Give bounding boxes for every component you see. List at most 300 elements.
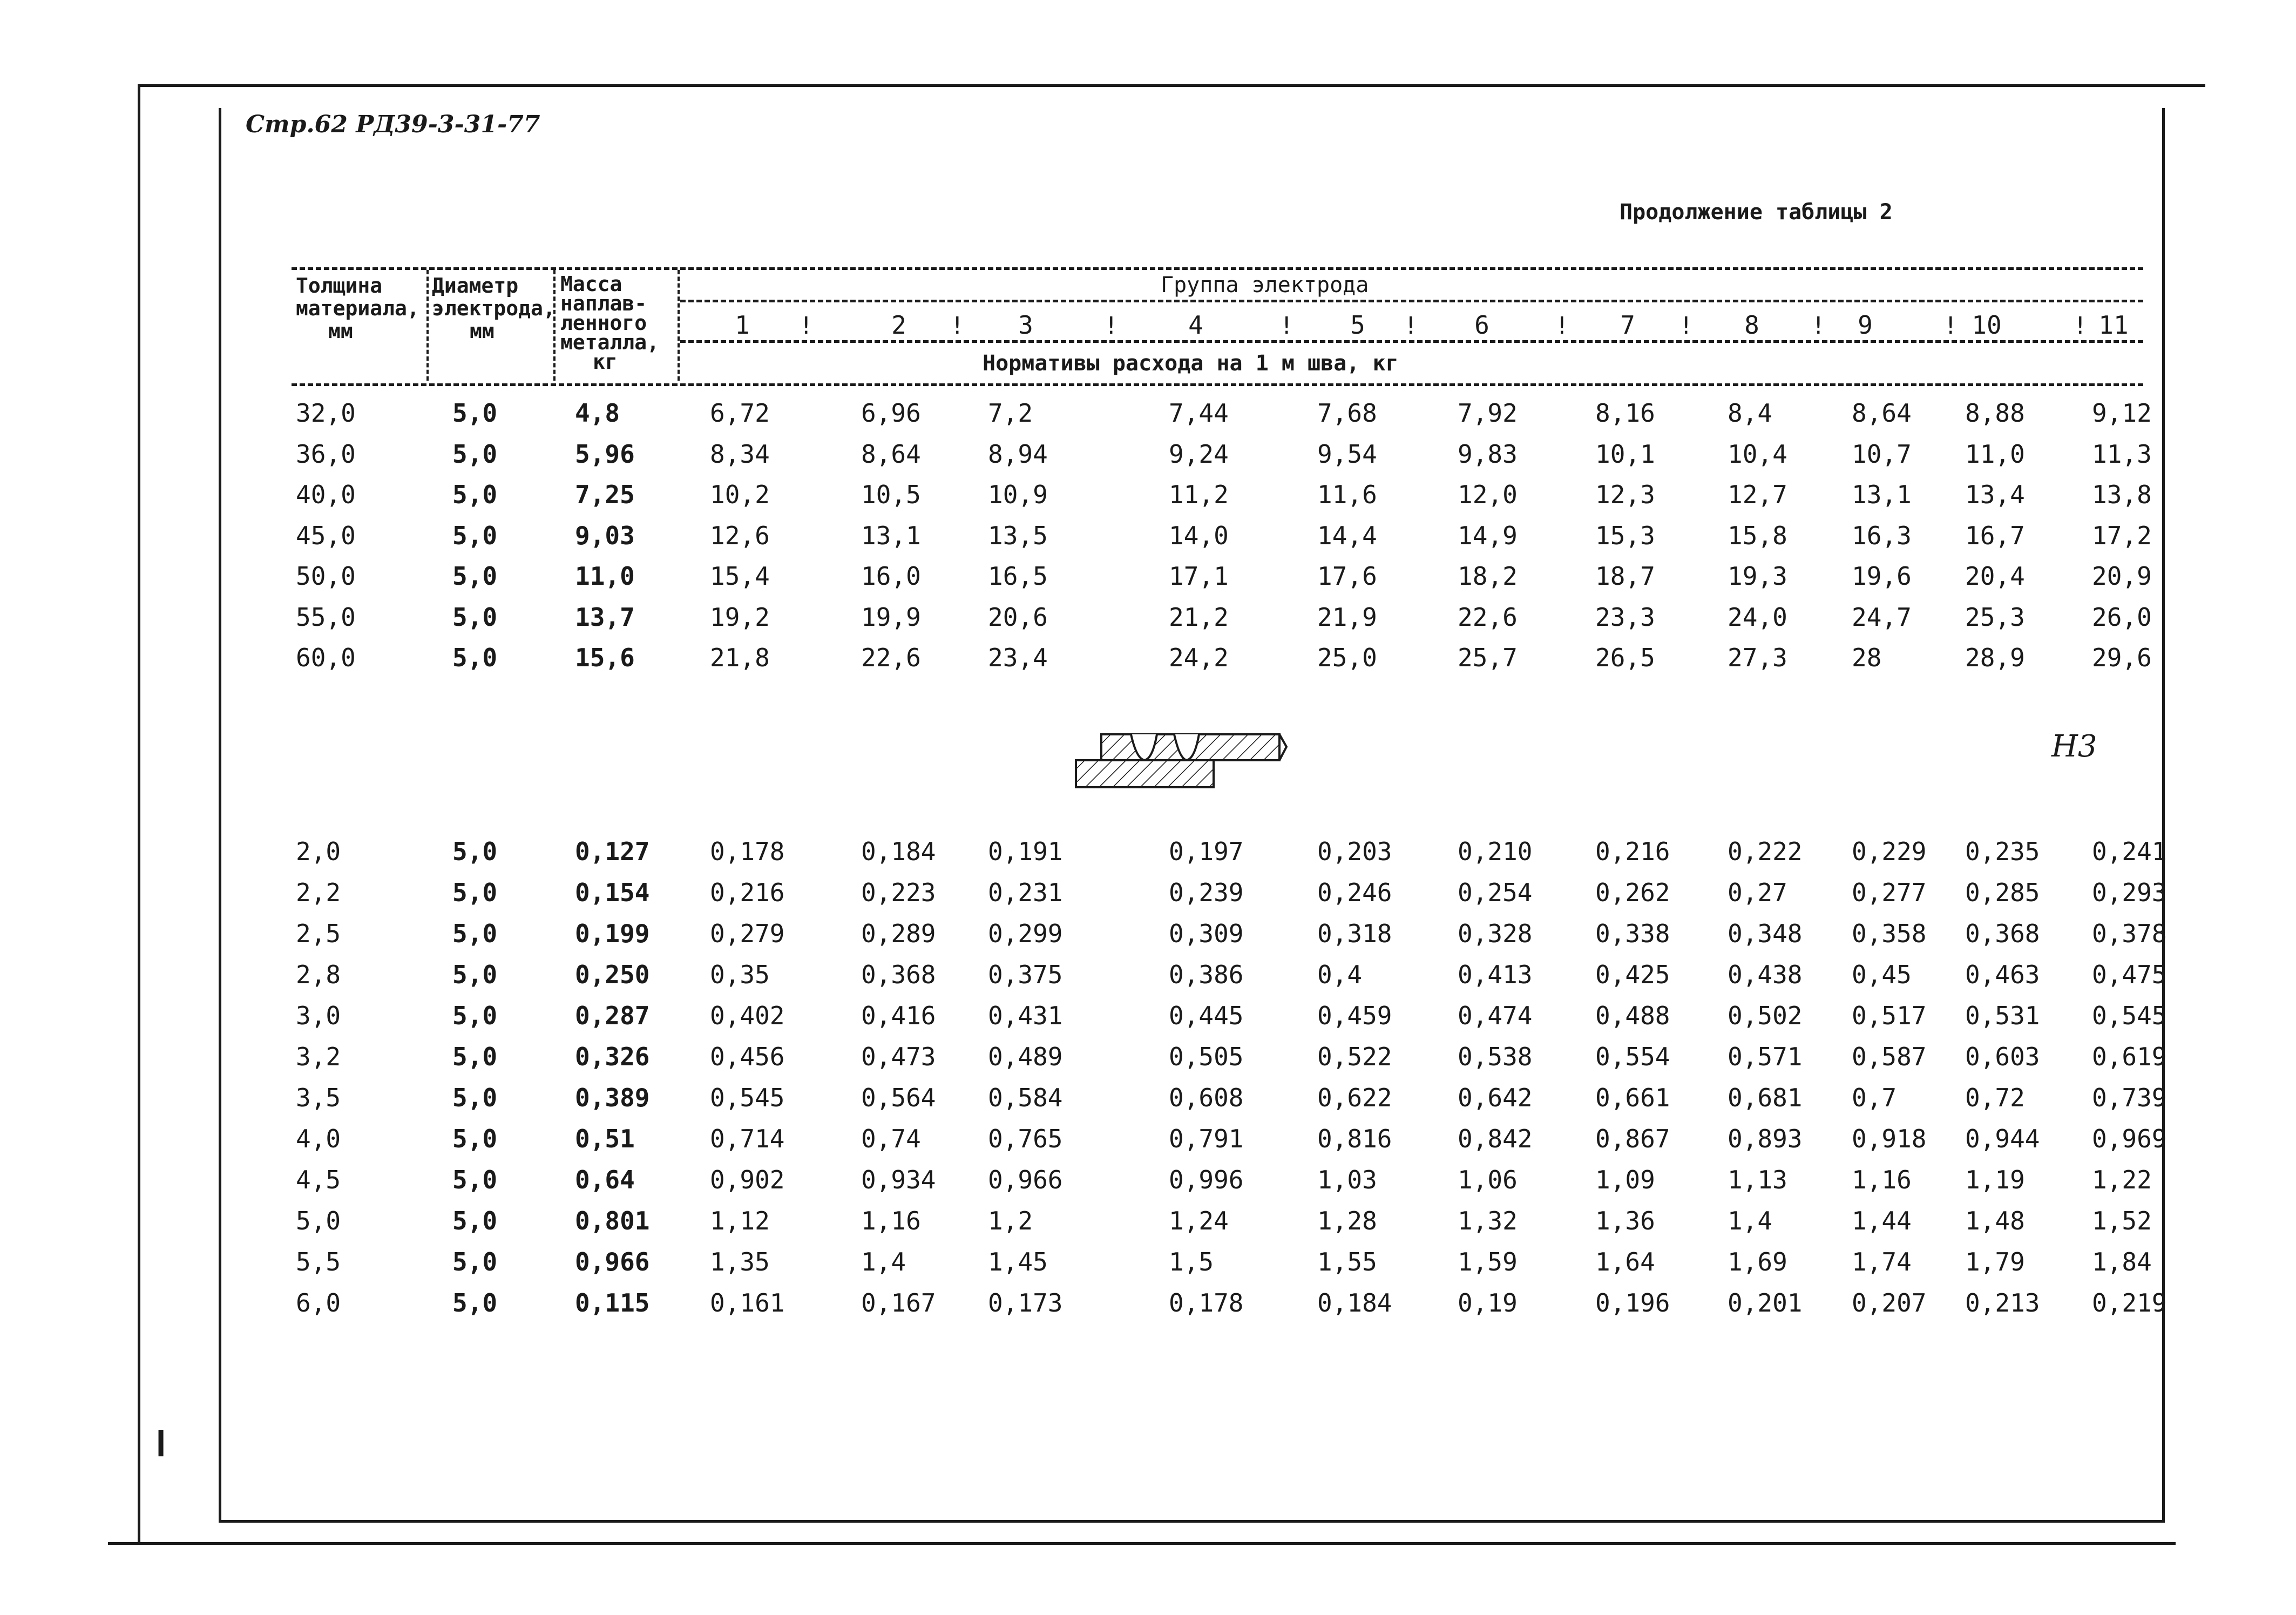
table-cell: 20,4 [1965, 562, 2025, 591]
table-row [0, 1206, 2296, 1247]
table-cell: 0,222 [1728, 837, 1803, 866]
table-cell: 3,2 [296, 1042, 341, 1071]
table-cell: 15,4 [710, 562, 770, 591]
table-cell: 0,235 [1965, 837, 2040, 866]
inner-bottom-rule [219, 1520, 2162, 1523]
table-cell: 0,378 [2092, 919, 2167, 948]
table-cell: 5,0 [452, 960, 498, 989]
head-diameter: Диаметр электрода, мм [432, 274, 556, 343]
table-cell: 10,4 [1728, 439, 1787, 469]
table-cell: 16,3 [1852, 521, 1912, 550]
table-cell: 1,24 [1169, 1206, 1229, 1235]
table-cell: 55,0 [296, 602, 356, 632]
table-cell: 5,0 [452, 837, 498, 866]
group-number-4: 4 [1188, 310, 1203, 340]
table-cell: 0,127 [575, 837, 650, 866]
table-cell: 13,5 [988, 521, 1048, 550]
table-cell: 0,203 [1317, 837, 1392, 866]
table-cell: 1,13 [1728, 1165, 1787, 1194]
table-cell: 0,368 [1965, 919, 2040, 948]
table-cell: 19,2 [710, 602, 770, 632]
table-cell: 24,0 [1728, 602, 1787, 632]
table-row [0, 1083, 2296, 1124]
table-cell: 15,3 [1595, 521, 1655, 550]
table-cell: 0,241 [2092, 837, 2167, 866]
table-cell: 8,88 [1965, 398, 2025, 428]
table-cell: 8,64 [1852, 398, 1912, 428]
frame-top-rule [138, 84, 2205, 87]
table-cell: 0,413 [1458, 960, 1533, 989]
table-cell: 18,2 [1458, 562, 1518, 591]
table-cell: 1,4 [1728, 1206, 1773, 1235]
table-cell: 5,0 [452, 398, 498, 428]
table-cell: 0,425 [1595, 960, 1670, 989]
table-cell: 0,867 [1595, 1124, 1670, 1153]
table-cell: 0,279 [710, 919, 785, 948]
table-cell: 12,0 [1458, 480, 1518, 509]
table-cell: 0,154 [575, 878, 650, 907]
table-cell: 5,0 [452, 602, 498, 632]
table-cell: 32,0 [296, 398, 356, 428]
table-head-bottom-rule [292, 383, 2143, 386]
table-row [0, 643, 2296, 684]
table-cell: 1,55 [1317, 1247, 1377, 1276]
table-cell: 29,6 [2092, 643, 2152, 672]
table-cell: 4,0 [296, 1124, 341, 1153]
table-cell: 5,0 [452, 1247, 498, 1276]
table-cell: 1,12 [710, 1206, 770, 1235]
table-row [0, 480, 2296, 521]
table-cell: 0,969 [2092, 1124, 2167, 1153]
table-row [0, 878, 2296, 919]
table-row [0, 603, 2296, 644]
table-cell: 0,456 [710, 1042, 785, 1071]
table-cell: 0,375 [988, 960, 1063, 989]
table-cell: 1,35 [710, 1247, 770, 1276]
table-cell: 0,115 [575, 1288, 650, 1317]
table-cell: 1,64 [1595, 1247, 1655, 1276]
table-cell: 0,842 [1458, 1124, 1533, 1153]
table-cell: 8,64 [861, 439, 921, 469]
table-cell: 0,944 [1965, 1124, 2040, 1153]
table-cell: 0,445 [1169, 1001, 1244, 1030]
head-separator-3 [678, 270, 680, 381]
page-code: Стр.62 РД39-3-31-77 [246, 111, 540, 138]
table-row [0, 1042, 2296, 1083]
table-cell: 0,277 [1852, 878, 1927, 907]
table-cell: 0,714 [710, 1124, 785, 1153]
table-cell: 0,309 [1169, 919, 1244, 948]
group-number-1: 1 [735, 310, 750, 340]
table-cell: 0,348 [1728, 919, 1803, 948]
table-cell: 0,229 [1852, 837, 1927, 866]
table-cell: 1,16 [1852, 1165, 1912, 1194]
head-separator-1 [426, 270, 429, 381]
table-cell: 0,45 [1852, 960, 1912, 989]
table-cell: 0,463 [1965, 960, 2040, 989]
table-cell: 0,27 [1728, 878, 1787, 907]
table-cell: 7,68 [1317, 398, 1377, 428]
table-cell: 0,389 [575, 1083, 650, 1112]
table-cell: 0,51 [575, 1124, 635, 1153]
table-cell: 0,608 [1169, 1083, 1244, 1112]
table-cell: 3,5 [296, 1083, 341, 1112]
table-cell: 0,571 [1728, 1042, 1803, 1071]
table-cell: 19,6 [1852, 562, 1912, 591]
table-cell: 0,184 [1317, 1288, 1392, 1317]
table-cell: 0,262 [1595, 878, 1670, 907]
norm-label: Нормативы расхода на 1 м шва, кг [983, 351, 1399, 376]
table-cell: 5,0 [452, 1165, 498, 1194]
table-cell: 25,0 [1317, 643, 1377, 672]
table-cell: 1,22 [2092, 1165, 2152, 1194]
table-cell: 6,0 [296, 1288, 341, 1317]
table-cell: 0,934 [861, 1165, 936, 1194]
table-cell: 1,84 [2092, 1247, 2152, 1276]
table-cell: 5,0 [452, 1288, 498, 1317]
table-cell: 0,358 [1852, 919, 1927, 948]
table-cell: 0,489 [988, 1042, 1063, 1071]
table-cell: 0,254 [1458, 878, 1533, 907]
table-cell: 50,0 [296, 562, 356, 591]
table-cell: 0,502 [1728, 1001, 1803, 1030]
table-cell: 11,3 [2092, 439, 2152, 469]
table-cell: 1,59 [1458, 1247, 1518, 1276]
table-cell: 13,8 [2092, 480, 2152, 509]
table-cell: 5,0 [452, 1083, 498, 1112]
group-number-5: 5 [1350, 310, 1365, 340]
table-cell: 21,9 [1317, 602, 1377, 632]
group-number-6: 6 [1474, 310, 1489, 340]
table-cell: 0,966 [988, 1165, 1063, 1194]
table-cell: 1,09 [1595, 1165, 1655, 1194]
table-cell: 0,473 [861, 1042, 936, 1071]
group-number-3: 3 [1018, 310, 1033, 340]
table-cell: 7,2 [988, 398, 1033, 428]
table-cell: 2,8 [296, 960, 341, 989]
table-cell: 0,173 [988, 1288, 1063, 1317]
table-cell: 0,554 [1595, 1042, 1670, 1071]
table-cell: 0,584 [988, 1083, 1063, 1112]
table-cell: 0,619 [2092, 1042, 2167, 1071]
table-cell: 5,0 [452, 521, 498, 550]
table-cell: 0,475 [2092, 960, 2167, 989]
table-cell: 0,210 [1458, 837, 1533, 866]
table-cell: 5,0 [452, 878, 498, 907]
table-cell: 0,416 [861, 1001, 936, 1030]
table-cell: 4,8 [575, 398, 620, 428]
table-cell: 0,216 [1595, 837, 1670, 866]
table-cell: 5,0 [452, 643, 498, 672]
table-cell: 0,7 [1852, 1083, 1897, 1112]
table-cell: 0,531 [1965, 1001, 2040, 1030]
table-cell: 6,96 [861, 398, 921, 428]
table-cell: 0,246 [1317, 878, 1392, 907]
table-cell: 0,338 [1595, 919, 1670, 948]
table-cell: 12,3 [1595, 480, 1655, 509]
table-row [0, 837, 2296, 878]
table-cell: 4,5 [296, 1165, 341, 1194]
table-cell: 0,966 [575, 1247, 650, 1276]
table-cell: 5,96 [575, 439, 635, 469]
table-cell: 11,2 [1169, 480, 1229, 509]
table-cell: 0,545 [2092, 1001, 2167, 1030]
table-cell: 0,564 [861, 1083, 936, 1112]
table-cell: 10,9 [988, 480, 1048, 509]
table-row [0, 960, 2296, 1001]
table-cell: 0,386 [1169, 960, 1244, 989]
table-cell: 1,19 [1965, 1165, 2025, 1194]
table-cell: 1,16 [861, 1206, 921, 1235]
table-cell: 0,765 [988, 1124, 1063, 1153]
table-cell: 20,6 [988, 602, 1048, 632]
table-cell: 9,54 [1317, 439, 1377, 469]
table-cell: 5,0 [452, 439, 498, 469]
table-cell: 60,0 [296, 643, 356, 672]
table-cell: 15,6 [575, 643, 635, 672]
table-cell: 17,1 [1169, 562, 1229, 591]
table-cell: 0,64 [575, 1165, 635, 1194]
table-cell: 0,318 [1317, 919, 1392, 948]
group-number-10: 10 [1972, 310, 2002, 340]
table-cell: 1,28 [1317, 1206, 1377, 1235]
table-cell: 0,661 [1595, 1083, 1670, 1112]
table-cell: 28,9 [1965, 643, 2025, 672]
table-cell: 0,538 [1458, 1042, 1533, 1071]
table-cell: 0,213 [1965, 1288, 2040, 1317]
table-cell: 0,893 [1728, 1124, 1803, 1153]
table-row [0, 1124, 2296, 1165]
table-row [0, 1288, 2296, 1329]
table-cell: 45,0 [296, 521, 356, 550]
table-cell: 0,996 [1169, 1165, 1244, 1194]
table-cell: 9,12 [2092, 398, 2152, 428]
table-cell: 1,69 [1728, 1247, 1787, 1276]
table-cell: 23,3 [1595, 602, 1655, 632]
table-cell: 24,7 [1852, 602, 1912, 632]
table-cell: 5,0 [296, 1206, 341, 1235]
table-cell: 0,681 [1728, 1083, 1803, 1112]
table-cell: 8,94 [988, 439, 1048, 469]
table-cell: 0,328 [1458, 919, 1533, 948]
table-cell: 0,231 [988, 878, 1063, 907]
table-cell: 1,06 [1458, 1165, 1518, 1194]
table-cell: 36,0 [296, 439, 356, 469]
table-cell: 0,517 [1852, 1001, 1927, 1030]
table-cell: 7,25 [575, 480, 635, 509]
table-row [0, 919, 2296, 960]
table-cell: 0,72 [1965, 1083, 2025, 1112]
table-cell: 1,32 [1458, 1206, 1518, 1235]
table-cell: 22,6 [1458, 602, 1518, 632]
table-cell: 13,4 [1965, 480, 2025, 509]
table-cell: 5,0 [452, 1206, 498, 1235]
table-cell: 0,216 [710, 878, 785, 907]
table-cell: 2,0 [296, 837, 341, 866]
table-cell: 1,48 [1965, 1206, 2025, 1235]
group-number-11: 11 [2098, 310, 2129, 340]
table-cell: 26,5 [1595, 643, 1655, 672]
table-cell: 1,79 [1965, 1247, 2025, 1276]
table-cell: 0,918 [1852, 1124, 1927, 1153]
group-numbers-top-rule [680, 300, 2143, 302]
table-cell: 10,5 [861, 480, 921, 509]
table-cell: 0,522 [1317, 1042, 1392, 1071]
table-cell: 0,902 [710, 1165, 785, 1194]
table-cell: 11,0 [1965, 439, 2025, 469]
table-cell: 0,219 [2092, 1288, 2167, 1317]
table-cell: 14,9 [1458, 521, 1518, 550]
table-cell: 0,438 [1728, 960, 1803, 989]
table-cell: 9,24 [1169, 439, 1229, 469]
table-cell: 24,2 [1169, 643, 1229, 672]
table-cell: 0,19 [1458, 1288, 1518, 1317]
table-cell: 13,7 [575, 602, 635, 632]
table-cell: 16,7 [1965, 521, 2025, 550]
table-cell: 0,4 [1317, 960, 1363, 989]
table-cell: 23,4 [988, 643, 1048, 672]
table-cell: 11,0 [575, 562, 635, 591]
table-cell: 14,4 [1317, 521, 1377, 550]
table-cell: 7,92 [1458, 398, 1518, 428]
table-cell: 0,816 [1317, 1124, 1392, 1153]
table-cell: 13,1 [1852, 480, 1912, 509]
table-cell: 21,2 [1169, 602, 1229, 632]
table-cell: 10,1 [1595, 439, 1655, 469]
table-cell: 12,6 [710, 521, 770, 550]
table-cell: 17,6 [1317, 562, 1377, 591]
table-cell: 0,603 [1965, 1042, 2040, 1071]
table-cell: 5,0 [452, 480, 498, 509]
table-row [0, 440, 2296, 481]
table-cell: 1,03 [1317, 1165, 1377, 1194]
table-cell: 1,44 [1852, 1206, 1912, 1235]
table-cell: 10,7 [1852, 439, 1912, 469]
table-cell: 0,167 [861, 1288, 936, 1317]
table-cell: 40,0 [296, 480, 356, 509]
table-cell: 0,505 [1169, 1042, 1244, 1071]
table-cell: 0,201 [1728, 1288, 1803, 1317]
group-numbers-bottom-rule [680, 340, 2143, 343]
table-cell: 0,196 [1595, 1288, 1670, 1317]
table-cell: 0,474 [1458, 1001, 1533, 1030]
group-number-8: 8 [1744, 310, 1759, 340]
table-cell: 0,622 [1317, 1083, 1392, 1112]
table-head-top-rule [292, 267, 2143, 270]
table-cell: 8,16 [1595, 398, 1655, 428]
table-row [0, 1165, 2296, 1206]
table-cell: 0,74 [861, 1124, 921, 1153]
table-cell: 11,6 [1317, 480, 1377, 509]
table-row [0, 1001, 2296, 1042]
table-cell: 1,2 [988, 1206, 1033, 1235]
group-number-7: 7 [1620, 310, 1635, 340]
table-cell: 0,431 [988, 1001, 1063, 1030]
table-cell: 1,5 [1169, 1247, 1214, 1276]
table-cell: 20,9 [2092, 562, 2152, 591]
table-cell: 0,791 [1169, 1124, 1244, 1153]
head-deposited-mass: Масса наплав- ленного металла, кг [560, 272, 660, 374]
table-cell: 25,3 [1965, 602, 2025, 632]
table-cell: 25,7 [1458, 643, 1518, 672]
group-title: Группа электрода [1161, 273, 1369, 298]
table-cell: 0,191 [988, 837, 1063, 866]
table-cell: 3,0 [296, 1001, 341, 1030]
table-cell: 7,44 [1169, 398, 1229, 428]
table-cell: 0,285 [1965, 878, 2040, 907]
table-cell: 5,5 [296, 1247, 341, 1276]
table-cell: 0,239 [1169, 878, 1244, 907]
continuation-title: Продолжение таблицы 2 [1620, 200, 1893, 225]
group-number-2: 2 [891, 310, 906, 340]
table-cell: 0,326 [575, 1042, 650, 1071]
table-cell: 2,2 [296, 878, 341, 907]
table-cell: 0,250 [575, 960, 650, 989]
table-cell: 1,45 [988, 1247, 1048, 1276]
table-cell: 1,74 [1852, 1247, 1912, 1276]
table-cell: 5,0 [452, 1042, 498, 1071]
table-cell: 6,72 [710, 398, 770, 428]
table-row [0, 398, 2296, 440]
table-cell: 9,03 [575, 521, 635, 550]
table-cell: 0,178 [710, 837, 785, 866]
document-page: Стр.62 РД39-3-31-77 Продолжение таблицы 2 Толщина материала, мм Диаметр электрода, мм Масса наплав- ленного металла, кг Группа электрода 1 2 3 4 5 6 7 8 9 10 11 ! ! ! ! ! ! ! ! ! ! Нормативы расхода на 1 м шва, кг 32,0 5,0 4,8 6,72 6,96 7,2 7,44 7,68 7,92 8,16 8,4 8,64 8,88 9,12 36,0 5,0 5,96 8,34 8,64 8,94 9,24 9,54 9,83 10,1 10,4 10,7 11,0 11,3 40,0 5,0 7,25 10,2 10,5 10,9 11,2 11,6 12,0 12,3 12,7 13,1 13,4 13,8 45,0 5,0 9,03 12,6 13,1 13,5 14,0 14,4 14,9 15,3 15,8 16,3 16,7 17,2 50,0 5,0 11,0 15,4 16,0 16,5 17,1 17,6 18,2 18,7 19,3 19,6 20,4 20,9 55,0 5,0 13,7 19,2 19,9 20,6 21,2 21,9 22,6 23,3 24,0 24,7 25,3 26,0 60,0 5,0 15,6 21,8 22,6 23,4 24,2 25,0 25,7 26,5 27,3 28 28,9 29,6 Н3 2,0 5,0 0,127 0,178 0,184 0,191 0,197 0,203 0,210 0,216 0,222 0,229 0,235 0,241 2,2 5,0 0,154 0,216 0,223 0,231 0,239 0,246 0,254 0,262 0,27 0,277 0,285 0,293 2,5 5,0 0,199 0,279 0,289 0,299 0,309 0,318 0,328 0,338 0,348 0,358 0,368 0,378 2,8 5,0 0,250 0,35 0,368 0,375 0,386 0,4 0,413 0,425 0,438 0,45 0,463 0,475 3,0 5,0 0,287 0,402 0,416 0,431 0,445 0,459 0,474 0,488 0,502 0,517 0,531 0,545 3,2 5,0 0,326 0,456 0,473 0,489 0,505 0,522 0,538 0,554 0,571 0,587 0,603 0,619 3,5 5,0 0,389 0,545 0,564 0,584 0,608 0,622 0,642 0,661 0,681 0,7 0,72 0,739 4,0 5,0 0,51 0,714 0,74 0,765 0,791 0,816 0,842 0,867 0,893 0,918 0,944 0,969 4,5 5,0 0,64 0,902 0,934 0,966 0,996 1,03 1,06 1,09 1,13 1,16 1,19 1,22 5,0 5,0 0,801 1,12 1,16 1,2 1,24 1,28 1,32 1,36 1,4 1,44 1,48 1,52 5,5 5,0 0,966 1,35 1,4 1,45 1,5 1,55 1,59 1,64 1,69 1,74 1,79 1,84 6,0 5,0 0,115 0,161 0,167 0,173 0,178 0,184 0,19 0,196 0,201 0,207 0,213 0,219 ❙ [0, 0, 2296, 1615]
table-cell: 5,0 [452, 919, 498, 948]
table-cell: 5,0 [452, 562, 498, 591]
table-cell: 0,161 [710, 1288, 785, 1317]
table-cell: 0,197 [1169, 837, 1244, 866]
table-cell: 0,642 [1458, 1083, 1533, 1112]
table-cell: 14,0 [1169, 521, 1229, 550]
table-cell: 18,7 [1595, 562, 1655, 591]
table-cell: 27,3 [1728, 643, 1787, 672]
table-cell: 0,299 [988, 919, 1063, 948]
table-cell: 15,8 [1728, 521, 1787, 550]
table-cell: 5,0 [452, 1001, 498, 1030]
head-thickness: Толщина материала, мм [296, 274, 419, 343]
table-cell: 22,6 [861, 643, 921, 672]
table-cell: 10,2 [710, 480, 770, 509]
table-row [0, 1247, 2296, 1288]
table-cell: 8,34 [710, 439, 770, 469]
table-cell: 19,3 [1728, 562, 1787, 591]
table-cell: 17,2 [2092, 521, 2152, 550]
table-cell: 1,4 [861, 1247, 906, 1276]
table-cell: 0,223 [861, 878, 936, 907]
table-cell: 0,368 [861, 960, 936, 989]
table-cell: 12,7 [1728, 480, 1787, 509]
table-cell: 28 [1852, 643, 1882, 672]
table-cell: 1,52 [2092, 1206, 2152, 1235]
section-mark: Н3 [2051, 729, 2097, 764]
table-cell: 0,199 [575, 919, 650, 948]
table-cell: 5,0 [452, 1124, 498, 1153]
table-cell: 0,289 [861, 919, 936, 948]
table-row [0, 521, 2296, 562]
table-cell: 0,402 [710, 1001, 785, 1030]
table-cell: 16,0 [861, 562, 921, 591]
table-cell: 0,587 [1852, 1042, 1927, 1071]
table-cell: 2,5 [296, 919, 341, 948]
table-cell: 1,36 [1595, 1206, 1655, 1235]
table-cell: 0,178 [1169, 1288, 1244, 1317]
table-cell: 21,8 [710, 643, 770, 672]
frame-bottom-rule [108, 1542, 2176, 1545]
lap-joint-weld-icon [1072, 732, 1298, 796]
table-cell: 8,4 [1728, 398, 1773, 428]
table-cell: 19,9 [861, 602, 921, 632]
group-number-9: 9 [1858, 310, 1873, 340]
